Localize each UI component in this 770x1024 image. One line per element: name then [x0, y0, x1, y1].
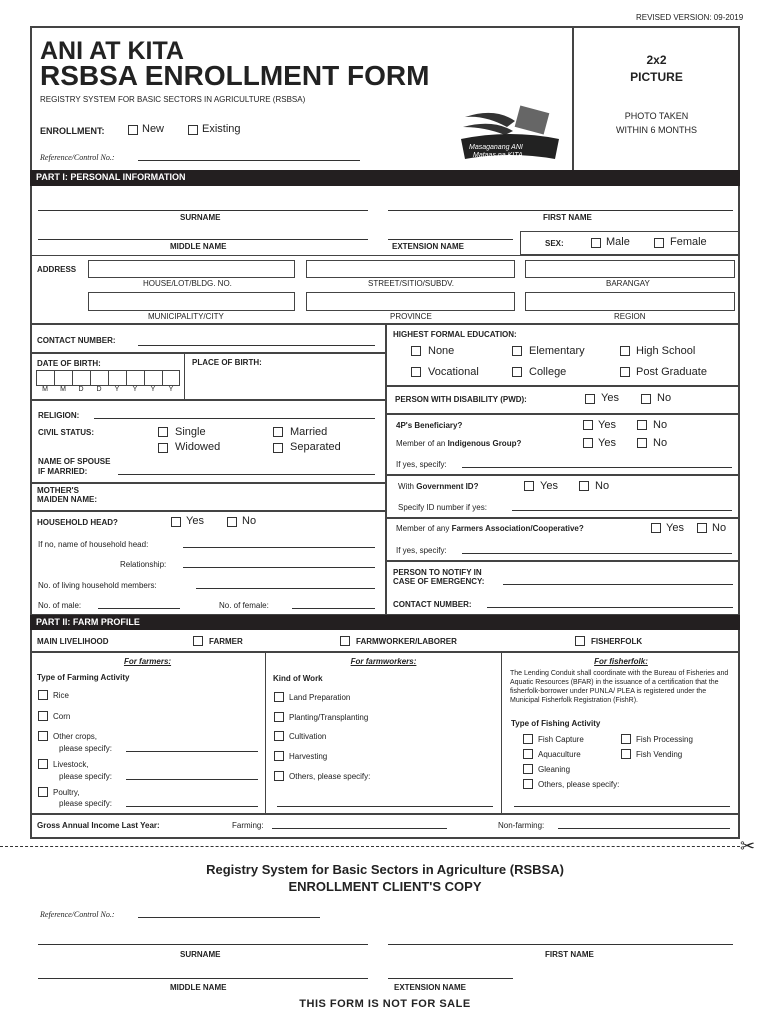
- indigenous-pre: Member of an: [396, 439, 448, 448]
- farming-income-input[interactable]: [272, 828, 447, 829]
- barangay-label: BARANGAY: [606, 279, 650, 288]
- indig-specify-label: If yes, specify:: [396, 460, 447, 469]
- indig-no-checkbox[interactable]: [637, 438, 647, 448]
- not-for-sale-footer: THIS FORM IS NOT FOR SALE: [299, 998, 471, 1010]
- divider: [30, 482, 385, 484]
- extension-name-input[interactable]: [388, 239, 513, 240]
- province-label: PROVINCE: [390, 312, 432, 321]
- govid-pre: With: [398, 482, 417, 491]
- land-prep-checkbox[interactable]: [274, 692, 284, 702]
- poultry-checkbox[interactable]: [38, 787, 48, 797]
- dob-format-y: Y: [150, 386, 156, 393]
- other-crops-checkbox[interactable]: [38, 731, 48, 741]
- divider: [385, 413, 740, 415]
- part1-header: PART I: PERSONAL INFORMATION: [30, 170, 740, 186]
- dob-label: DATE OF BIRTH:: [37, 359, 101, 368]
- cut-line: [0, 846, 740, 847]
- spouse-label-2: IF MARRIED:: [38, 467, 88, 476]
- hh-name-input[interactable]: [183, 547, 375, 548]
- municipality-label: MUNICIPALITY/CITY: [148, 312, 224, 321]
- income-label: Gross Annual Income Last Year:: [37, 821, 160, 830]
- edu-college-checkbox[interactable]: [512, 367, 522, 377]
- fish-processing-label: Fish Processing: [636, 735, 693, 744]
- emergency-contact-input[interactable]: [487, 607, 733, 608]
- contact-input[interactable]: [138, 345, 375, 346]
- dob-format-y: Y: [114, 386, 120, 393]
- govid-no-label: No: [595, 480, 610, 492]
- edu-vocational-label: Vocational: [428, 366, 479, 378]
- 4ps-yes-checkbox[interactable]: [583, 420, 593, 430]
- address-label: ADDRESS: [37, 265, 77, 274]
- female-checkbox[interactable]: [654, 238, 664, 248]
- fishing-others-checkbox[interactable]: [523, 779, 533, 789]
- for-fisherfolk-heading: For fisherfolk:: [594, 657, 648, 666]
- dob-format-d: D: [78, 386, 84, 393]
- copy-first-name-input[interactable]: [388, 944, 733, 945]
- livestock-label: Livestock,: [53, 760, 89, 769]
- household-head-label: HOUSEHOLD HEAD?: [37, 518, 118, 527]
- copy-first-name-label: FIRST NAME: [545, 950, 594, 959]
- farmworker-label: FARMWORKER/LABORER: [356, 637, 457, 646]
- middle-name-label: MIDDLE NAME: [170, 242, 227, 251]
- copy-middle-name-label: MIDDLE NAME: [170, 983, 227, 992]
- nonfarming-income-label: Non-farming:: [498, 821, 545, 830]
- 4ps-label: 4P's Beneficiary?: [396, 421, 463, 430]
- column-divider: [385, 323, 387, 616]
- edu-postgrad-checkbox[interactable]: [620, 367, 630, 377]
- main-livelihood-label: MAIN LIVELIHOOD: [37, 637, 109, 646]
- religion-input[interactable]: [94, 418, 375, 419]
- livestock-input[interactable]: [126, 779, 258, 780]
- copy-title-2: ENROLLMENT CLIENT'S COPY: [288, 879, 482, 894]
- other-crops-input[interactable]: [126, 751, 258, 752]
- emergency-contact-label: CONTACT NUMBER:: [393, 600, 472, 609]
- dob-format-d: D: [96, 386, 102, 393]
- photo-note-1: PHOTO TAKEN: [624, 111, 689, 121]
- fisherfolk-checkbox[interactable]: [575, 636, 585, 646]
- fish-capture-checkbox[interactable]: [523, 734, 533, 744]
- emergency-input[interactable]: [503, 584, 733, 585]
- for-farmworkers-heading: For farmworkers:: [350, 657, 417, 666]
- hh-no-label: No: [242, 515, 257, 527]
- other-crops-specify: please specify:: [59, 744, 112, 753]
- relationship-input[interactable]: [183, 567, 375, 568]
- mother-label-1: MOTHER'S: [37, 486, 79, 495]
- kind-work-label: Kind of Work: [273, 674, 323, 683]
- single-checkbox[interactable]: [158, 427, 168, 437]
- street-label: STREET/SITIO/SUBDV.: [368, 279, 454, 288]
- female-count-input[interactable]: [292, 608, 375, 609]
- form-title-1: ANI AT KITA: [40, 37, 184, 65]
- emergency-label-1: PERSON TO NOTIFY IN: [393, 568, 482, 577]
- planting-checkbox[interactable]: [274, 712, 284, 722]
- dob-format-y: Y: [168, 386, 174, 393]
- farmer-checkbox[interactable]: [193, 636, 203, 646]
- hh-yes-label: Yes: [186, 515, 204, 527]
- farming-type-label: Type of Farming Activity: [37, 673, 130, 682]
- poultry-label: Poultry,: [53, 788, 80, 797]
- fisherfolk-note: The Lending Conduit shall coordinate with the Bureau of Fisheries and Aquatic Resources (BFAR) in the issuance of a certification that the fisherfolk-borrower under PUNLA/ PLEA is registered under the Municipal Fisherfolk Registration (FishR).: [510, 670, 729, 704]
- revised-version: REVISED VERSION: 09-2019: [636, 13, 744, 22]
- indigenous-label: [396, 439, 521, 448]
- divider: [30, 352, 385, 354]
- planting-label: Planting/Transplanting: [289, 713, 369, 722]
- street-input[interactable]: [306, 260, 515, 278]
- work-others-checkbox[interactable]: [274, 771, 284, 781]
- id-number-input[interactable]: [512, 510, 732, 511]
- copy-surname-label: SURNAME: [180, 950, 221, 959]
- region-label: REGION: [614, 312, 646, 321]
- divider: [30, 399, 385, 401]
- enroll-new-label: New: [142, 123, 165, 135]
- id-number-label: Specify ID number if yes:: [398, 503, 487, 512]
- harvesting-label: Harvesting: [289, 752, 328, 761]
- dob-format-m: M: [60, 386, 66, 393]
- first-name-input[interactable]: [388, 210, 733, 211]
- cultivation-label: Cultivation: [289, 732, 327, 741]
- single-label: Single: [175, 426, 206, 438]
- divider: [30, 813, 740, 815]
- harvesting-checkbox[interactable]: [274, 751, 284, 761]
- assoc-specify-label: If yes, specify:: [396, 546, 447, 555]
- edu-vocational-checkbox[interactable]: [411, 367, 421, 377]
- pwd-label: PERSON WITH DISABILITY (PWD):: [395, 395, 527, 404]
- farmworker-checkbox[interactable]: [340, 636, 350, 646]
- fishing-others-input[interactable]: [514, 806, 730, 807]
- widowed-checkbox[interactable]: [158, 443, 168, 453]
- pob-label: PLACE OF BIRTH:: [192, 358, 262, 367]
- ani-kita-logo: [455, 105, 565, 163]
- aquaculture-label: Aquaculture: [538, 750, 581, 759]
- hh-yes-checkbox[interactable]: [171, 517, 181, 527]
- divider: [30, 510, 385, 512]
- house-input[interactable]: [88, 260, 295, 278]
- edu-postgrad-label: Post Graduate: [636, 366, 707, 378]
- govid-no-checkbox[interactable]: [579, 481, 589, 491]
- fish-processing-checkbox[interactable]: [621, 734, 631, 744]
- divider: [385, 385, 740, 387]
- farmer-label: FARMER: [209, 637, 243, 646]
- fisherfolk-label: FISHERFOLK: [591, 637, 643, 646]
- work-others-label: Others, please specify:: [289, 772, 371, 781]
- gleaning-label: Gleaning: [538, 765, 571, 774]
- svg-text:Masaganang ANI: Masaganang ANI: [469, 144, 523, 151]
- govid-yes-label: Yes: [540, 480, 558, 492]
- first-name-label: FIRST NAME: [543, 213, 592, 222]
- indig-yes-label: Yes: [598, 437, 616, 449]
- married-checkbox[interactable]: [273, 427, 283, 437]
- fish-vending-checkbox[interactable]: [621, 749, 631, 759]
- mother-label-2: MAIDEN NAME:: [37, 495, 97, 504]
- for-farmers-heading: For farmers:: [123, 657, 172, 666]
- assoc-no-checkbox[interactable]: [697, 523, 707, 533]
- widowed-label: Widowed: [175, 441, 221, 453]
- reference-input[interactable]: [138, 160, 360, 161]
- form-subtitle: REGISTRY SYSTEM FOR BASIC SECTORS IN AGRICULTURE (RSBSA): [40, 95, 306, 104]
- house-label: HOUSE/LOT/BLDG. NO.: [143, 279, 232, 288]
- govid-yes-checkbox[interactable]: [524, 481, 534, 491]
- nonfarming-income-input[interactable]: [558, 828, 730, 829]
- rice-label: Rice: [53, 691, 70, 700]
- assoc-no-label: No: [712, 522, 727, 534]
- edu-college-label: College: [529, 366, 567, 378]
- divider: [30, 255, 740, 256]
- aquaculture-checkbox[interactable]: [523, 749, 533, 759]
- sex-label: SEX:: [545, 239, 564, 248]
- male-checkbox[interactable]: [591, 238, 601, 248]
- edu-highschool-checkbox[interactable]: [620, 346, 630, 356]
- surname-label: SURNAME: [180, 213, 221, 222]
- barangay-input[interactable]: [525, 260, 735, 278]
- divider: [385, 474, 740, 476]
- divider: [385, 560, 740, 562]
- fishing-others-label: Others, please specify:: [538, 780, 620, 789]
- enroll-new-checkbox[interactable]: [128, 125, 138, 135]
- divider: [265, 651, 266, 814]
- livestock-specify: please specify:: [59, 772, 112, 781]
- hh-name-label: If no, name of household head:: [38, 540, 149, 549]
- enrollment-label: ENROLLMENT:: [40, 126, 105, 136]
- indig-no-label: No: [653, 437, 668, 449]
- 4ps-no-label: No: [653, 419, 668, 431]
- married-label: Married: [290, 426, 328, 438]
- copy-extension-label: EXTENSION NAME: [394, 983, 467, 992]
- fishing-type-label: Type of Fishing Activity: [511, 719, 601, 728]
- assoc-label: [396, 524, 584, 533]
- region-input[interactable]: [525, 292, 735, 311]
- pwd-yes-label: Yes: [601, 392, 619, 404]
- farming-income-label: Farming:: [232, 821, 264, 830]
- livestock-checkbox[interactable]: [38, 759, 48, 769]
- 4ps-yes-label: Yes: [598, 419, 616, 431]
- male-label: Male: [606, 236, 630, 248]
- fish-capture-label: Fish Capture: [538, 735, 584, 744]
- govid-label: [398, 482, 478, 491]
- assoc-pre: Member of any: [396, 524, 452, 533]
- corn-label: Corn: [53, 712, 71, 721]
- divider: [501, 651, 502, 814]
- province-input[interactable]: [306, 292, 515, 311]
- fish-vending-label: Fish Vending: [636, 750, 683, 759]
- copy-reference-input[interactable]: [138, 917, 320, 918]
- copy-middle-name-input[interactable]: [38, 978, 368, 979]
- civil-status-label: CIVIL STATUS:: [38, 428, 94, 437]
- pwd-no-checkbox[interactable]: [641, 394, 651, 404]
- rice-checkbox[interactable]: [38, 690, 48, 700]
- copy-extension-input[interactable]: [388, 978, 513, 979]
- cultivation-checkbox[interactable]: [274, 731, 284, 741]
- assoc-yes-checkbox[interactable]: [651, 523, 661, 533]
- part2-header: PART II: FARM PROFILE: [30, 615, 740, 630]
- photo-size: 2x2: [646, 53, 667, 67]
- female-label: Female: [670, 236, 707, 248]
- assoc-bold: Farmers Association/Cooperative?: [451, 524, 584, 533]
- copy-reference-label: Reference/Control No.:: [40, 910, 115, 919]
- land-prep-label: Land Preparation: [289, 693, 351, 702]
- hh-members-label: No. of living household members:: [38, 581, 157, 590]
- education-label: HIGHEST FORMAL EDUCATION:: [393, 330, 517, 339]
- male-count-label: No. of male:: [38, 601, 82, 610]
- pwd-no-label: No: [657, 392, 672, 404]
- work-others-input[interactable]: [277, 806, 493, 807]
- svg-text:Mataas na KITA: Mataas na KITA: [473, 152, 523, 159]
- religion-label: RELIGION:: [38, 411, 80, 420]
- dob-format-y: Y: [132, 386, 138, 393]
- spouse-label-1: NAME OF SPOUSE: [38, 457, 111, 466]
- assoc-specify-input[interactable]: [462, 553, 732, 554]
- male-count-input[interactable]: [98, 608, 180, 609]
- middle-name-input[interactable]: [38, 239, 368, 240]
- spouse-input[interactable]: [118, 474, 375, 475]
- relationship-label: Relationship:: [120, 560, 167, 569]
- edu-highschool-label: High School: [636, 345, 696, 357]
- separated-label: Separated: [290, 441, 341, 453]
- edu-elementary-checkbox[interactable]: [512, 346, 522, 356]
- dob-input[interactable]: [36, 370, 180, 386]
- govid-bold: Government ID?: [416, 482, 479, 491]
- divider: [385, 517, 740, 519]
- indig-yes-checkbox[interactable]: [583, 438, 593, 448]
- poultry-input[interactable]: [126, 806, 258, 807]
- copy-title-1: Registry System for Basic Sectors in Agriculture (RSBSA): [206, 862, 564, 877]
- copy-surname-input[interactable]: [38, 944, 368, 945]
- edu-none-checkbox[interactable]: [411, 346, 421, 356]
- dob-format-m: M: [42, 386, 48, 393]
- municipality-input[interactable]: [88, 292, 295, 311]
- reference-label: Reference/Control No.:: [40, 153, 115, 162]
- edu-none-label: None: [428, 345, 455, 357]
- separated-checkbox[interactable]: [273, 443, 283, 453]
- divider: [30, 651, 740, 653]
- 4ps-no-checkbox[interactable]: [637, 420, 647, 430]
- assoc-yes-label: Yes: [666, 522, 684, 534]
- edu-elementary-label: Elementary: [529, 345, 585, 357]
- indig-specify-input[interactable]: [462, 467, 732, 468]
- corn-checkbox[interactable]: [38, 711, 48, 721]
- surname-input[interactable]: [38, 210, 368, 211]
- photo-label: PICTURE: [630, 70, 683, 84]
- enroll-existing-label: Existing: [202, 123, 241, 135]
- photo-divider: [572, 26, 574, 171]
- hh-no-checkbox[interactable]: [227, 517, 237, 527]
- scissors-icon: ✂: [740, 836, 756, 856]
- extension-name-label: EXTENSION NAME: [392, 242, 465, 251]
- hh-members-input[interactable]: [196, 588, 375, 589]
- emergency-label-2: CASE OF EMERGENCY:: [393, 577, 485, 586]
- contact-label: CONTACT NUMBER:: [37, 336, 116, 345]
- photo-note-2: WITHIN 6 MONTHS: [616, 125, 697, 135]
- female-count-label: No. of female:: [219, 601, 269, 610]
- gleaning-checkbox[interactable]: [523, 764, 533, 774]
- enroll-existing-checkbox[interactable]: [188, 125, 198, 135]
- poultry-specify: please specify:: [59, 799, 112, 808]
- other-crops-label: Other crops,: [53, 732, 98, 741]
- divider: [184, 352, 185, 399]
- indigenous-bold: Indigenous Group?: [447, 439, 522, 448]
- form-title-2: RSBSA ENROLLMENT FORM: [40, 60, 430, 91]
- dob-format: [36, 386, 180, 393]
- pwd-yes-checkbox[interactable]: [585, 394, 595, 404]
